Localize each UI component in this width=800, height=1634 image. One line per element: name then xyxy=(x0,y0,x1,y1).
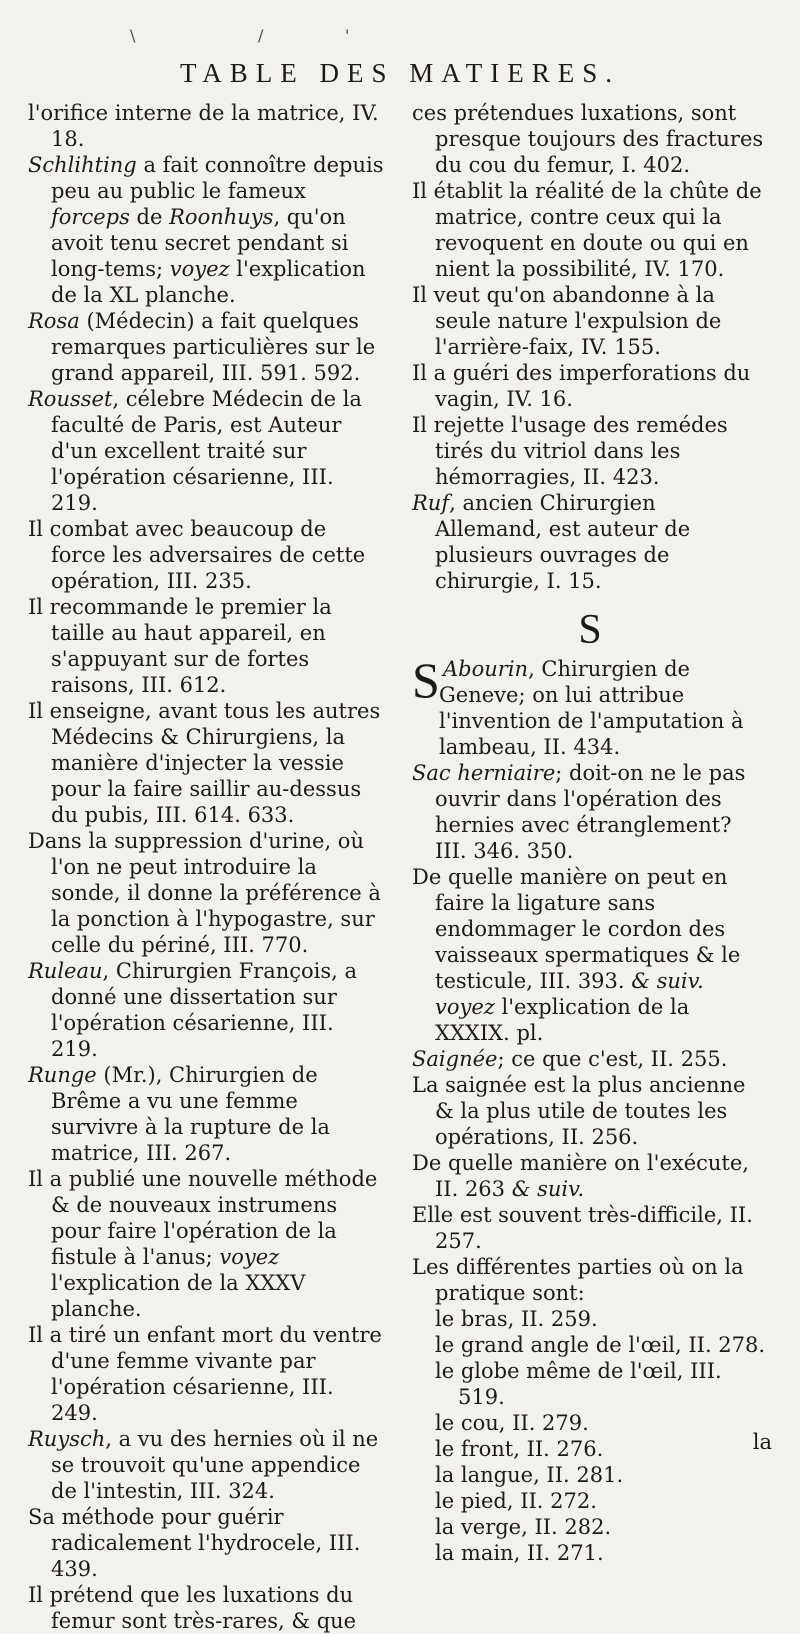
index-entry xyxy=(28,386,384,516)
entry-text: (Mr.), Chirurgien de Brême a vu une femme survivre à la rupture de la matrice, III. 267. xyxy=(51,1063,330,1165)
sub-item: le cou, II. 279. xyxy=(435,1411,589,1435)
entry-text: de xyxy=(129,205,170,229)
entry-term: Schlihting xyxy=(28,153,137,177)
entry-text: ; ce que c'est, II. 255. xyxy=(497,1047,728,1071)
sub-item: le pied, II. 272. xyxy=(435,1489,597,1513)
dropcap-entry xyxy=(412,652,768,760)
entry-text: l'explication de la XXXV planche. xyxy=(51,1271,306,1321)
entry-term: Sac herniaire xyxy=(412,761,556,785)
entry-text: De quelle manière on peut en faire la ligature sans endommager le cordon des vaisseaux spermatiques & le testicule, III. 393. xyxy=(412,865,741,993)
index-entry: La saignée est la plus ancienne & la plus utile de toutes les opérations, II. 256. xyxy=(412,1073,746,1149)
entry-term: & suiv. voyez xyxy=(435,969,704,1019)
index-entry xyxy=(28,1062,384,1166)
sub-item: la verge, II. 282. xyxy=(435,1515,612,1539)
index-entry xyxy=(412,1046,768,1072)
index-entry: Il enseigne, avant tous les autres Médecins & Chirurgiens, la manière d'injecter la vessie pour la faire saillir au-dessus du pubis, III. 614. 633. xyxy=(28,699,381,827)
top-marks xyxy=(0,26,800,50)
entry-text: De quelle manière on l'exécute, II. 263 xyxy=(412,1151,749,1201)
index-entry xyxy=(28,958,384,1062)
entry-text: (Médecin) a fait quelques remarques particulières sur le grand appareil, III. 591. 592. xyxy=(51,309,376,385)
index-entry xyxy=(28,152,384,308)
entry-term: Roonhuys xyxy=(169,205,274,229)
index-entry: Il a tiré un enfant mort du ventre d'une femme vivante par l'opération césarienne, III. 249. xyxy=(28,1323,382,1425)
entry-text: , ancien Chirurgien Allemand, est auteur de plusieurs ouvrages de chirurgie, I. 15. xyxy=(435,491,691,593)
index-entry xyxy=(412,1150,768,1202)
index-entry: Dans la suppression d'urine, où l'on ne peut introduire la sonde, il donne la préférence à la ponction à l'hypogastre, sur celle du périné, III. 770. xyxy=(28,829,381,957)
index-entry: Il a guéri des imperforations du vagin, IV. 16. xyxy=(412,361,751,411)
index-entry: Elle est souvent très-difficile, II. 257. xyxy=(412,1203,753,1253)
index-entry xyxy=(412,760,768,864)
sub-item: le bras, II. 259. xyxy=(435,1307,598,1331)
index-entry: Il recommande le premier la taille au haut appareil, en s'appuyant sur de fortes raisons, III. 612. xyxy=(28,595,332,697)
running-head: TABLE DES MATIERES. xyxy=(179,58,621,88)
sub-item: la langue, II. 281. xyxy=(435,1463,624,1487)
entry-term: & suiv. xyxy=(511,1177,585,1201)
index-entry: Sa méthode pour guérir radicalement l'hydrocele, III. 439. xyxy=(28,1505,361,1581)
entry-text: ; doit-on ne le pas ouvrir dans l'opération des hernies avec étranglement? III. 346. 350. xyxy=(435,761,746,863)
entry-term: Runge xyxy=(28,1063,97,1087)
entry-text: a fait connoître depuis peu au public le fameux xyxy=(51,153,384,203)
entry-text: , Chirurgien de Geneve; on lui attribue l'invention de l'amputation à lambeau, II. 434. xyxy=(439,657,744,759)
entry-term: Ruysch xyxy=(28,1427,106,1451)
entry-text: , a vu des hernies où il ne se trouvoit qu'une appendice de l'intestin, III. 324. xyxy=(51,1427,379,1503)
entry-text: , célebre Médecin de la faculté de Paris, est Auteur d'un excellent traité sur l'opération césarienne, III. 219. xyxy=(51,387,362,515)
catchword: la xyxy=(752,1430,772,1454)
entry-text: l'explication de la XL planche. xyxy=(51,257,366,307)
index-entry: Il combat avec beaucoup de force les adversaires de cette opération, III. 235. xyxy=(28,517,366,593)
entry-text: , Chirurgien François, a donné une dissertation sur l'opération césarienne, III. 219. xyxy=(51,959,358,1061)
entry-text: Il a publié une nouvelle méthode & de nouveaux instrumens pour faire l'opération de la fistule à l'anus; xyxy=(28,1167,378,1269)
index-entry: Il veut qu'on abandonne à la seule nature l'expulsion de l'arrière-faix, IV. 155. xyxy=(412,283,722,359)
entry-term: Rosa xyxy=(28,309,80,333)
sub-item: le globe même de l'œil, III. 519. xyxy=(435,1359,722,1409)
index-entry xyxy=(28,1166,384,1322)
entry-term: forceps xyxy=(51,205,130,229)
entry-text: , qu'on avoit tenu secret pendant si long-tems; xyxy=(51,205,349,281)
sub-item-list xyxy=(412,1306,768,1566)
top-mark: ' xyxy=(345,26,350,45)
entry-term: Ruf xyxy=(412,491,450,515)
index-entry xyxy=(28,308,384,386)
sub-item: la main, II. 271. xyxy=(435,1541,604,1565)
entry-term: Saignée xyxy=(412,1047,498,1071)
section-letter: S xyxy=(578,607,602,653)
index-entry xyxy=(412,864,768,1046)
index-entry: Les différentes parties où on la pratique sont: xyxy=(412,1255,744,1305)
index-entry: Il rejette l'usage des remédes tirés du vitriol dans les hémorragies, II. 423. xyxy=(412,413,728,489)
sub-item: le front, II. 276. xyxy=(435,1437,604,1461)
top-mark: \ xyxy=(130,26,136,45)
index-entry: l'orifice interne de la matrice, IV. 18. xyxy=(28,101,379,151)
entry-term: voyez xyxy=(169,257,230,281)
index-entry xyxy=(412,490,768,594)
index-entry xyxy=(28,1426,384,1504)
right-column-entries-bottom xyxy=(412,760,768,1306)
index-entry: Il prétend que les luxations du femur sont très-rares, & que xyxy=(28,1583,357,1633)
entry-term: Rousset xyxy=(28,387,113,411)
right-column-entries-top xyxy=(412,100,768,594)
left-column xyxy=(28,100,384,1634)
index-entry: Il établit la réalité de la chûte de matrice, contre ceux qui la revoquent en doute ou qui en nient la possibilité, IV. 170. xyxy=(412,179,762,281)
index-entry: ces prétendues luxations, sont presque toujours des fractures du cou du femur, I. 402. xyxy=(412,101,764,177)
entry-text: l'explication de la XXXIX. pl. xyxy=(435,995,690,1045)
top-mark: / xyxy=(258,26,264,45)
entry-term: voyez xyxy=(219,1245,280,1269)
entry-term: Abourin xyxy=(443,657,529,681)
dropcap-letter: S xyxy=(412,652,440,708)
right-column xyxy=(412,100,768,1566)
entry-term: Ruleau xyxy=(28,959,103,983)
sub-item: le grand angle de l'œil, II. 278. xyxy=(435,1333,766,1357)
